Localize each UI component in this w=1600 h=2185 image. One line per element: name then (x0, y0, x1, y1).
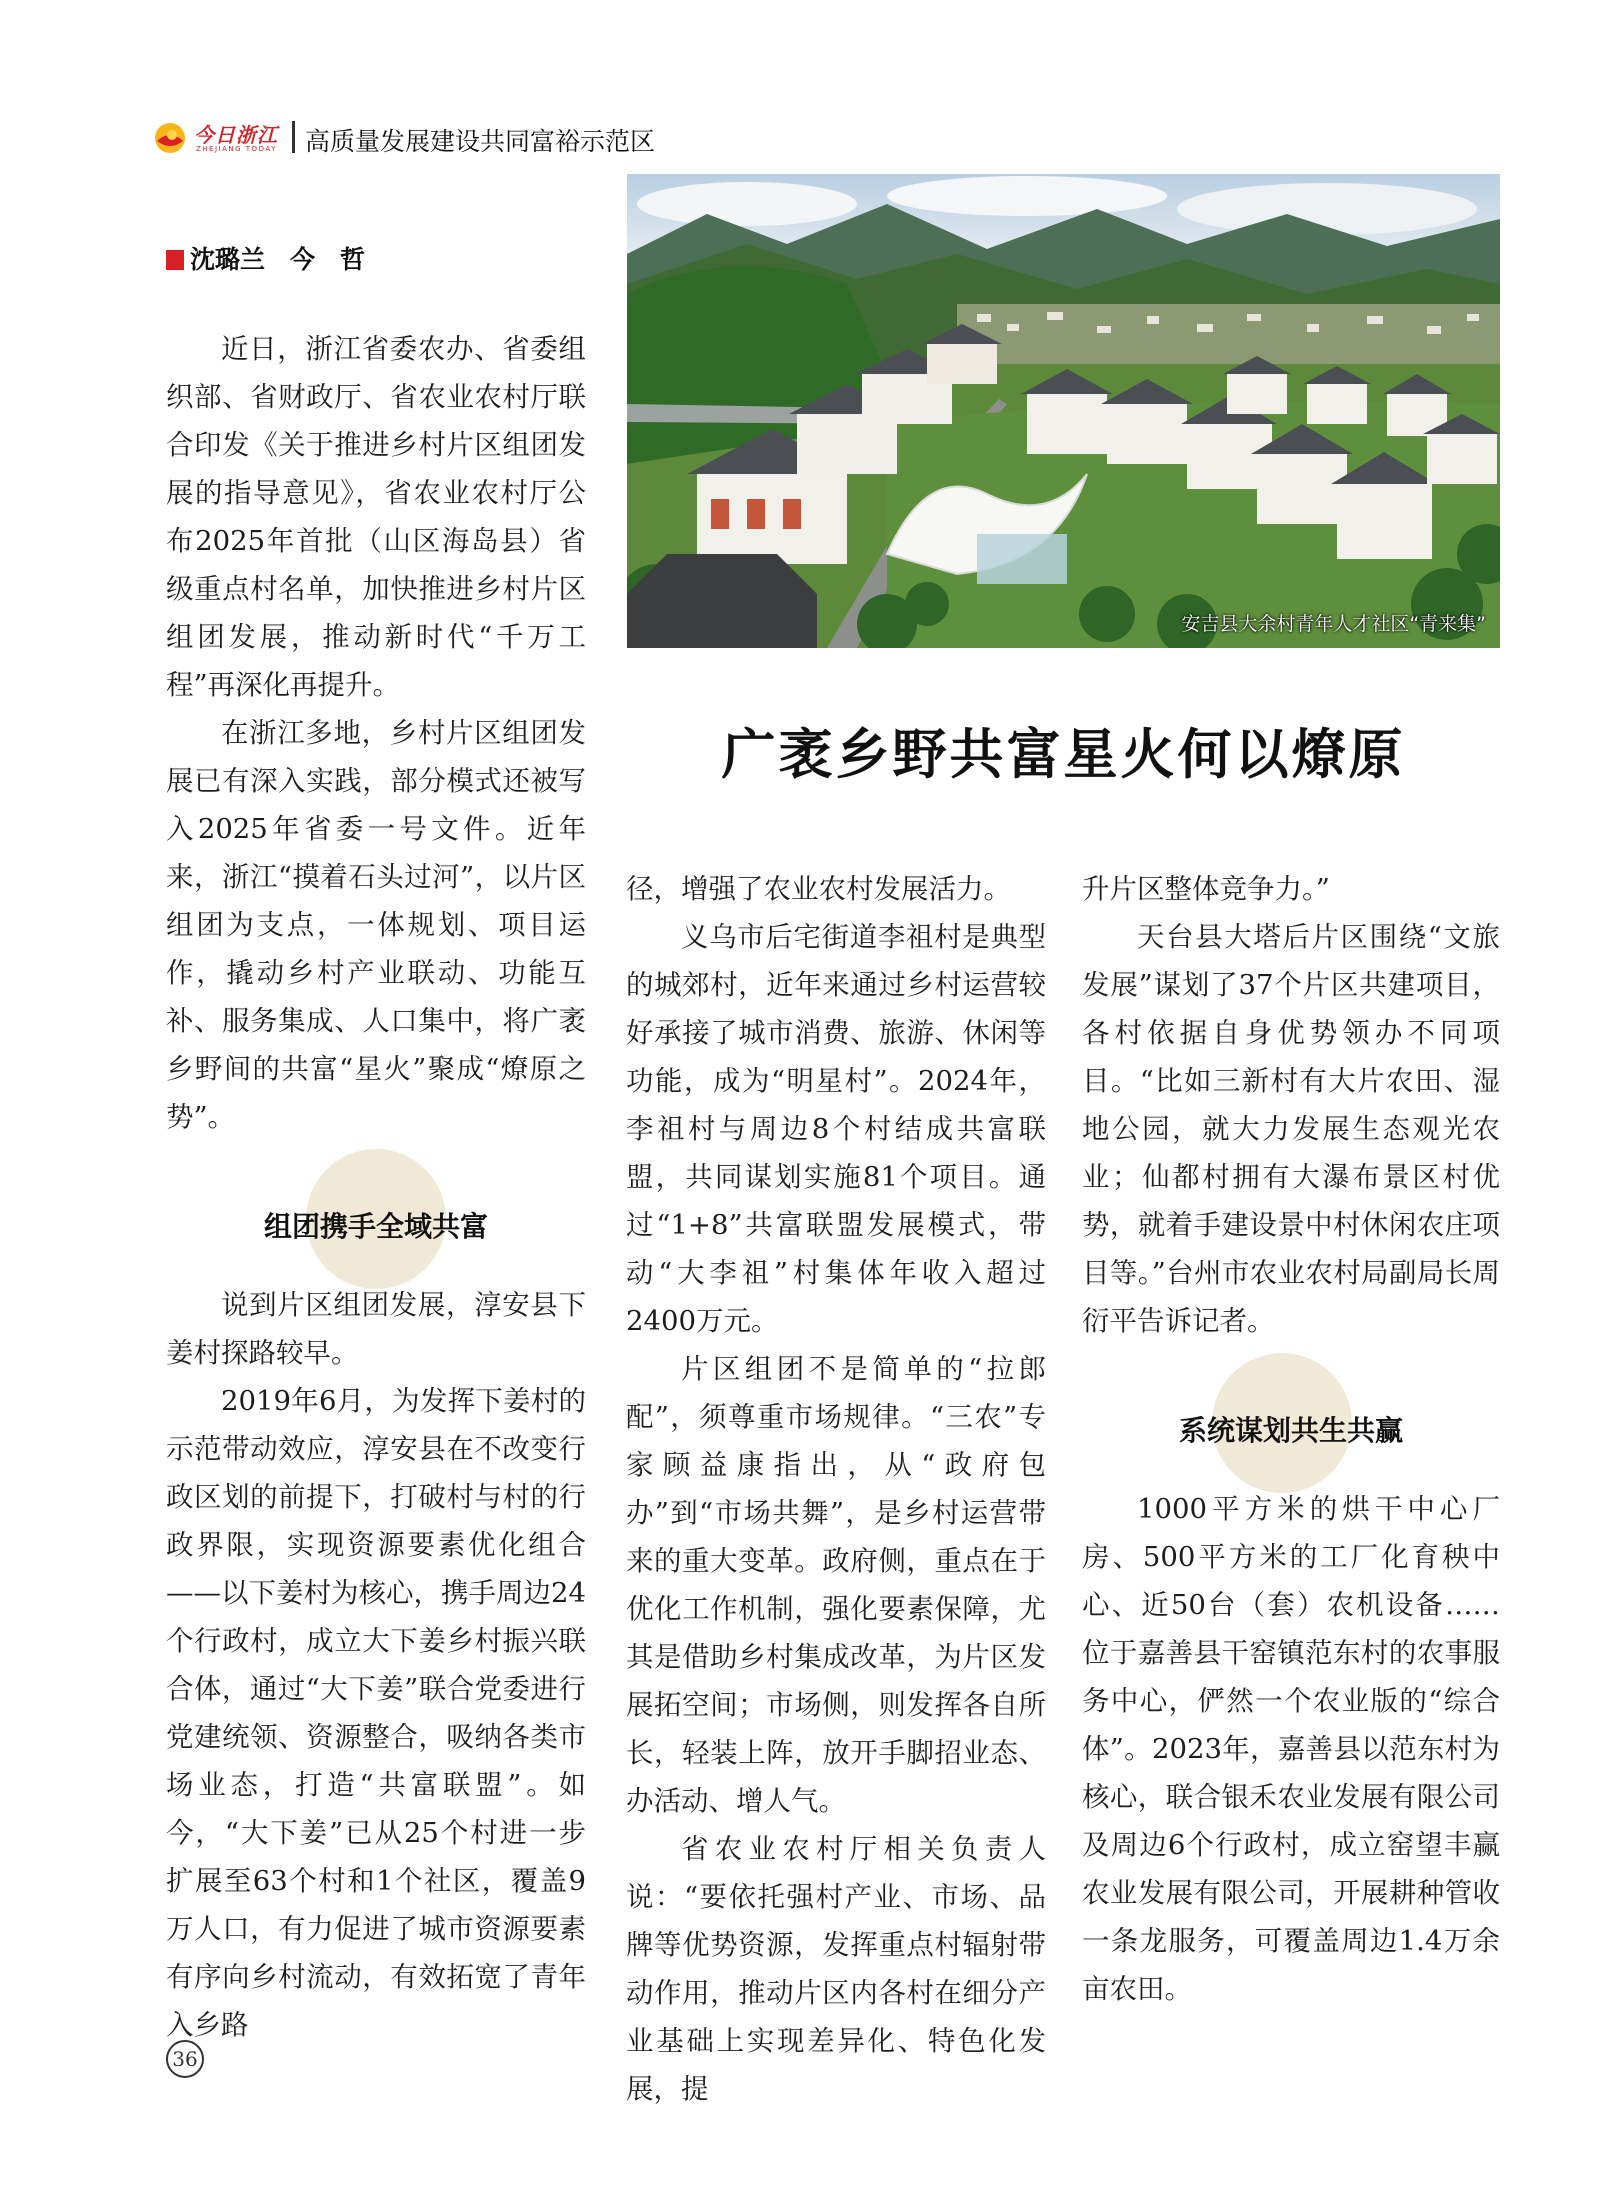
header-divider (292, 121, 295, 153)
column-3 (1082, 865, 1500, 2013)
subheading: 系统谋划共生共赢 (1178, 1414, 1403, 1447)
paragraph: 省农业农村厅相关负责人说：“要依托强村产业、市场、品牌等优势资源，发挥重点村辐射带动作用，推动片区内各村在细分产业基础上实现差异化、特色化发展，提 (626, 1833, 1046, 2105)
paragraph: 径，增强了农业农村发展活力。 (626, 873, 1011, 905)
article-photo (627, 174, 1500, 648)
paragraph: 近日，浙江省委农办、省委组织部、省财政厅、省农业农村厅联合印发《关于推进乡村片区组团发展的指导意见》，省农业农村厅公布2025年首批（山区海岛县）省级重点村名单，加快推进乡村片区组团发展，推动新时代“千万工程”再深化再提升。 (166, 333, 586, 701)
paragraph: 在浙江多地，乡村片区组团发展已有深入实践，部分模式还被写入2025年省委一号文件。近年来，浙江“摸着石头过河”，以片区组团为支点，一体规划、项目运作，撬动乡村产业联动、功能互补、服务集成、人口集中，将广袤乡野间的共富“星火”聚成“燎原之势”。 (166, 717, 586, 1133)
logo-text: 今日浙江 (194, 123, 278, 147)
logo-subtitle: ZHEJIANG TODAY (196, 145, 277, 153)
paragraph: 升片区整体竞争力。” (1082, 873, 1330, 905)
article-headline: 广袤乡野共富星火何以燎原 (721, 722, 1406, 786)
village-aerial-illustration (627, 174, 1500, 648)
author-names: 沈璐兰 今 哲 (190, 245, 366, 274)
paragraph: 天台县大塔后片区围绕“文旅发展”谋划了37个片区共建项目，各村依据自身优势领办不同项目。“比如三新村有大片农田、湿地公园，就大力发展生态观光农业；仙都村拥有大瀑布景区村优势，就着手建设景中村休闲农庄项目等。”台州市农业农村局副局长周衍平告诉记者。 (1082, 921, 1500, 1337)
section-title: 高质量发展建设共同富裕示范区 (305, 127, 656, 156)
red-square-icon (166, 250, 184, 270)
subheading: 组团携手全域共富 (263, 1210, 488, 1243)
subheading-block (166, 1167, 586, 1271)
paragraph: 2019年6月，为发挥下姜村的示范带动效应，淳安县在不改变行政区划的前提下，打破村与村的行政界限，实现资源要素优化组合——以下姜村为核心，携手周边24个行政村，成立大下姜乡村振兴联合体，通过“大下姜”联合党委进行党建统领、资源整合，吸纳各类市场业态，打造“共富联盟”。如今，“大下姜”已从25个村进一步扩展至63个村和1个社区，覆盖9万人口，有力促进了城市资源要素有序向乡村流动，有效拓宽了青年入乡路 (166, 1385, 586, 2041)
column-2 (626, 865, 1046, 2113)
column-1 (166, 325, 586, 2049)
page-number: 36 (166, 2040, 204, 2078)
photo-caption: 安吉县大余村青年人才社区“青来集” (1181, 613, 1486, 635)
paragraph: 义乌市后宅街道李祖村是典型的城郊村，近年来通过乡村运营较好承接了城市消费、旅游、休闲等功能，成为“明星村”。2024年，李祖村与周边8个村结成共富联盟，共同谋划实施81个项目。通过“1+8”共富联盟发展模式，带动“大李祖”村集体年收入超过2400万元。 (626, 921, 1046, 1337)
paragraph: 1000平方米的烘干中心厂房、500平方米的工厂化育秧中心、近50台（套）农机设备……位于嘉善县干窑镇范东村的农事服务中心，俨然一个农业版的“综合体”。2023年，嘉善县以范东村为核心，联合银禾农业发展有限公司及周边6个行政村，成立窑望丰赢农业发展有限公司，开展耕种管收一条龙服务，可覆盖周边1.4万余亩农田。 (1082, 1493, 1500, 2005)
sun-logo-icon (152, 120, 188, 156)
subheading-block (1082, 1371, 1500, 1475)
byline (166, 240, 365, 276)
page-header (152, 118, 712, 166)
paragraph: 说到片区组团发展，淳安县下姜村探路较早。 (166, 1289, 586, 1369)
paragraph: 片区组团不是简单的“拉郎配”，须尊重市场规律。“三农”专家顾益康指出，从“政府包办”到“市场共舞”，是乡村运营带来的重大变革。政府侧，重点在于优化工作机制，强化要素保障，尤其是借助乡村集成改革，为片区发展拓空间；市场侧，则发挥各自所长，轻装上阵，放开手脚招业态、办活动、增人气。 (626, 1353, 1046, 1817)
